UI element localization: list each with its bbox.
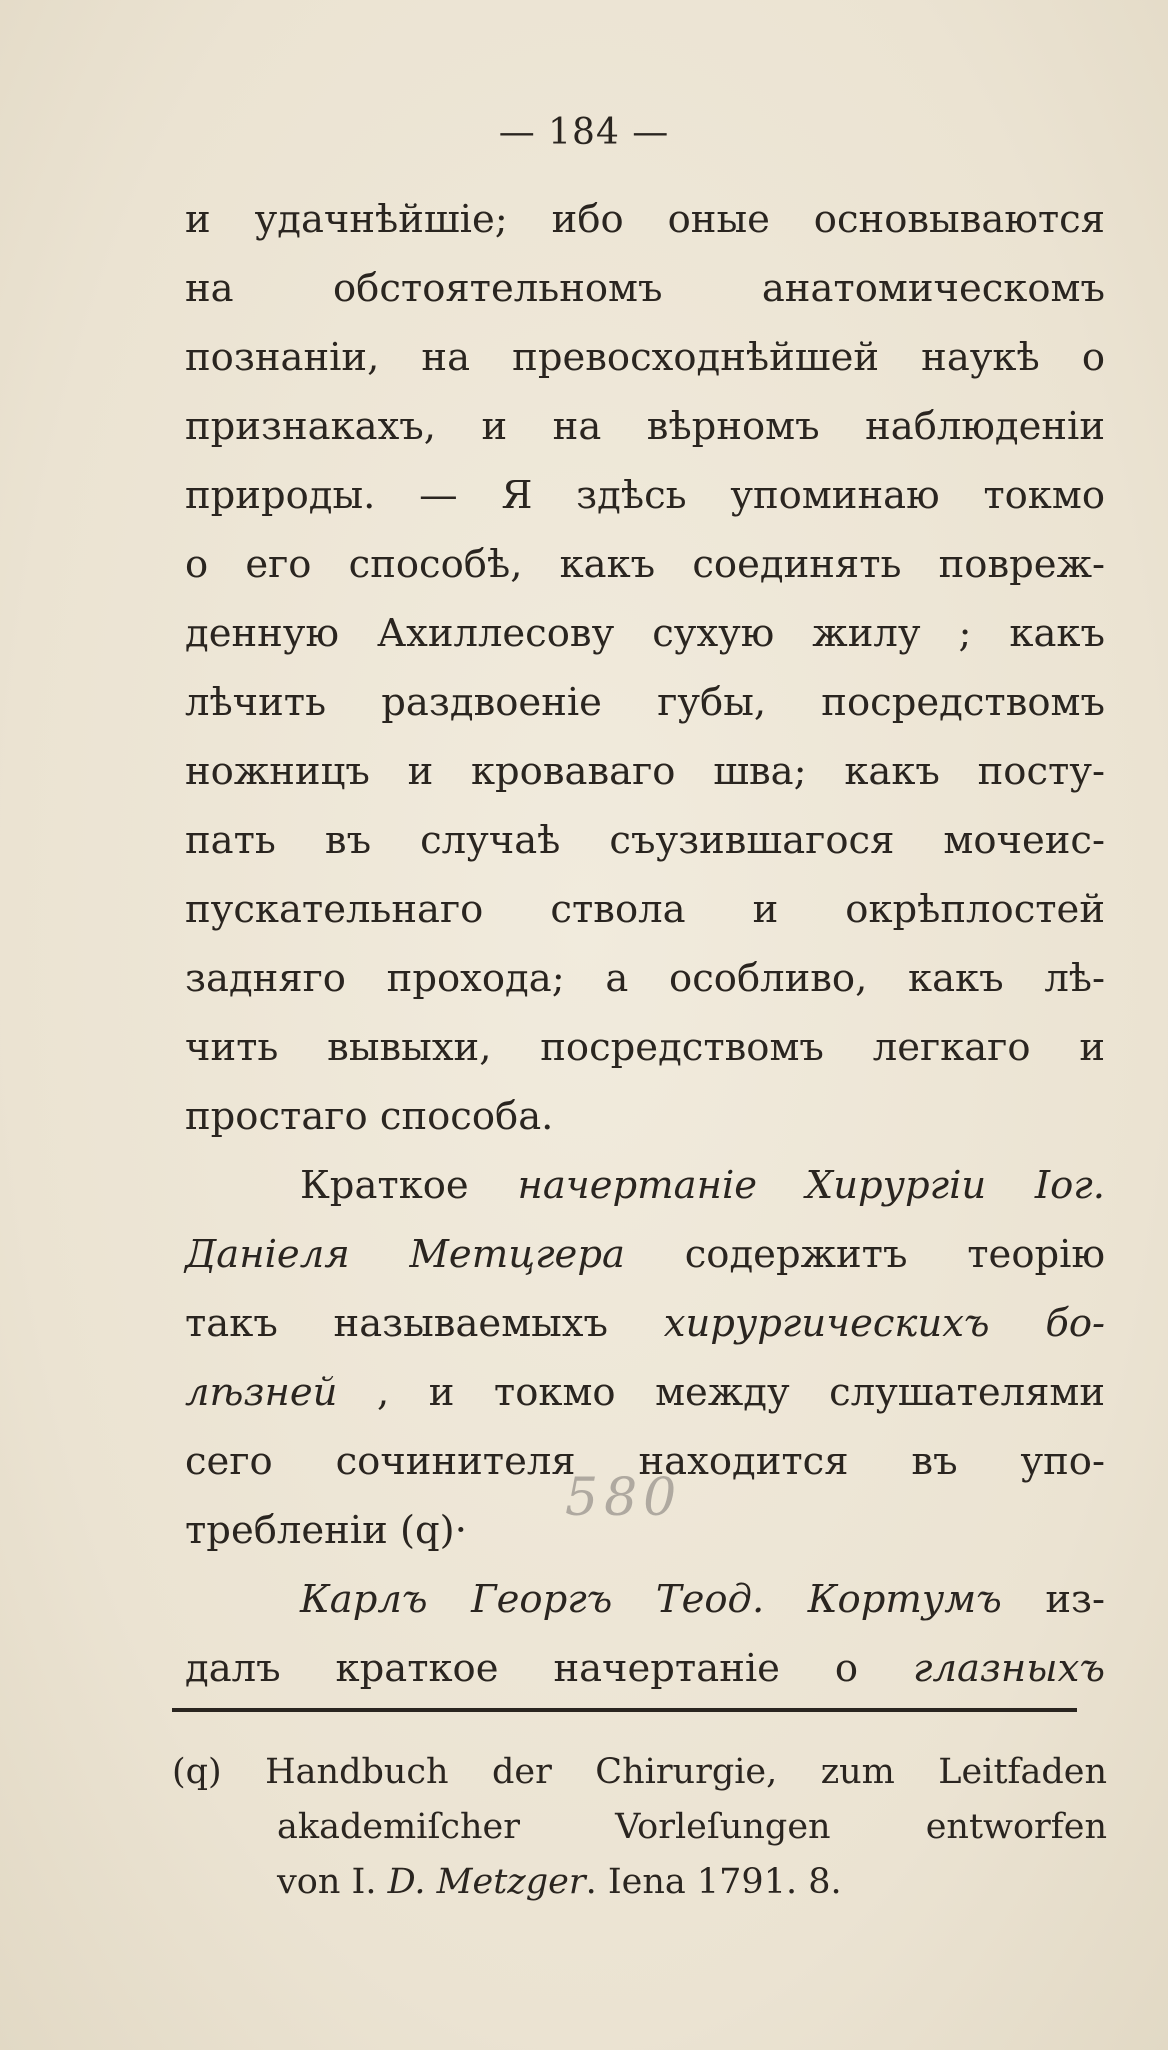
text-line: познаніи, на превосходнѣйшей наукѣ о	[185, 335, 1105, 380]
text-line: ножницъ и кроваваго шва; какъ посту-	[185, 749, 1105, 794]
text-run: такъ называемыхъ	[185, 1301, 664, 1346]
italic-run: Даніеля Метцгера	[185, 1232, 625, 1277]
text-run: Краткое	[300, 1163, 518, 1208]
paragraph-2-line	[185, 1151, 1105, 1220]
italic-run: глазныхъ	[912, 1646, 1105, 1691]
text-line: природы. — Я здѣсь упоминаю токмо	[185, 473, 1105, 518]
paragraph-2-line	[185, 1220, 1105, 1289]
paragraph-2-line	[185, 1358, 1105, 1427]
text-line: и удачнѣйшіе; ибо оные основываются	[185, 197, 1105, 242]
text-run: von I.	[277, 1862, 388, 1902]
paragraph-3-line	[185, 1565, 1105, 1634]
text-run: из-	[1001, 1577, 1106, 1622]
text-line: чить вывыхи, посредствомъ легкаго и	[185, 1025, 1105, 1070]
text-line: признакахъ, и на вѣрномъ наблюденіи	[185, 404, 1105, 449]
italic-run: хирургическихъ бо-	[663, 1301, 1106, 1346]
italic-run: Карлъ Георгъ Теод. Кортумъ	[300, 1577, 1002, 1622]
italic-run: лѣзней	[185, 1370, 338, 1415]
text-line: о его способѣ, какъ соединять повреж-	[185, 542, 1105, 587]
paragraph-2-line: требленіи (q)·	[185, 1508, 467, 1553]
text-line: на обстоятельномъ анатомическомъ	[185, 266, 1105, 311]
text-line: пать въ случаѣ съузившагося мочеис-	[185, 818, 1105, 863]
paragraph-2-line	[185, 1289, 1105, 1358]
italic-run: начертаніе Хирургіи Іог.	[517, 1163, 1105, 1208]
text-run: содержитъ теорію	[624, 1232, 1105, 1277]
text-line: простаго способа.	[185, 1094, 554, 1139]
text-run: далъ краткое начертаніе о	[185, 1646, 913, 1691]
paragraph-2-line: сего сочинителя находится въ упо-	[185, 1439, 1105, 1484]
footnote	[172, 1745, 1107, 1910]
text-run: . Iena 1791. 8.	[585, 1862, 842, 1902]
footnote-rule	[172, 1708, 1077, 1712]
text-run: , и токмо между слушателями	[337, 1370, 1105, 1415]
footnote-line	[172, 1855, 1107, 1910]
page-number: — 184 —	[498, 112, 670, 153]
faded-stamp: 580	[565, 1468, 683, 1528]
italic-run: D. Metzger	[387, 1862, 586, 1902]
footnote-line: akademiſcher Vorleſungen entworfen	[277, 1807, 1107, 1847]
text-line: денную Ахиллесову сухую жилу ; какъ	[185, 611, 1105, 656]
paragraph-3-line	[185, 1634, 1105, 1703]
text-line: задняго прохода; а особливо, какъ лѣ-	[185, 956, 1105, 1001]
footnote-line: (q) Handbuch der Chirurgie, zum Leitfaden	[172, 1752, 1107, 1792]
text-line: лѣчить раздвоеніе губы, посредствомъ	[185, 680, 1105, 725]
text-line: пускательнаго ствола и окрѣплостей	[185, 887, 1105, 932]
